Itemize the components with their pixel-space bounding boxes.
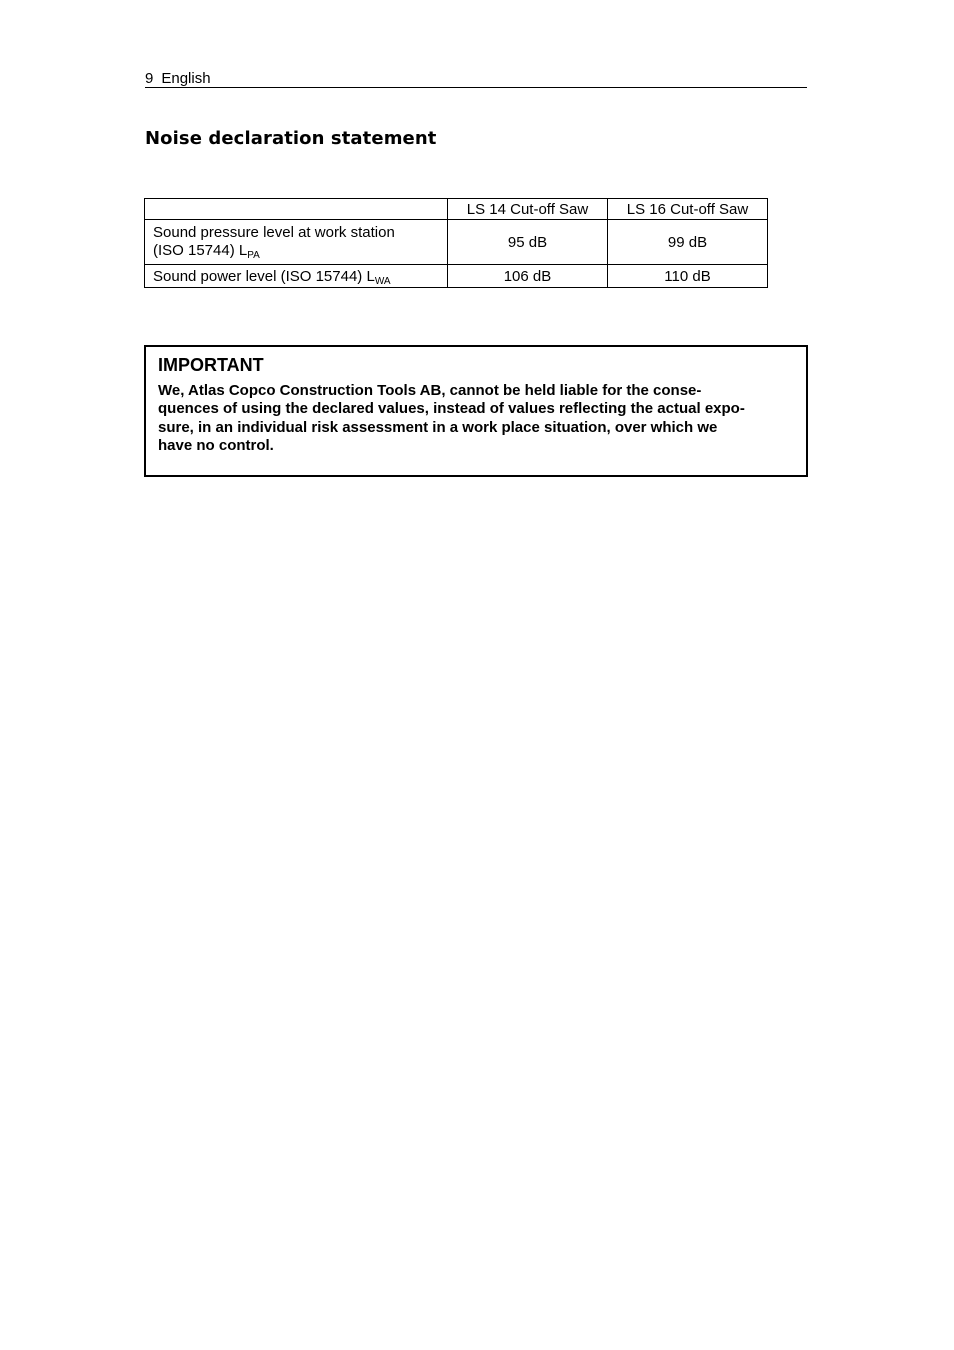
row-label-line2: [153, 242, 439, 260]
table-row: [145, 265, 768, 288]
row-label-text: Sound power level (ISO 15744) L: [153, 267, 375, 285]
table-cell-value: 95 dB: [448, 220, 608, 265]
row-label-line2-text: (ISO 15744) L: [153, 242, 248, 259]
table-row: [145, 220, 768, 265]
page-number: 9: [145, 70, 154, 87]
important-body: [158, 382, 794, 455]
section-title: Noise declaration statement: [145, 128, 437, 149]
table-cell-value: 110 dB: [608, 265, 768, 288]
table-row-label: [145, 220, 448, 265]
table-row-label: [145, 265, 448, 288]
row-label-subscript: WA: [374, 275, 391, 287]
important-line: We, Atlas Copco Construction Tools AB, cannot be held liable for the conse-: [158, 382, 702, 399]
important-heading: IMPORTANT: [158, 355, 264, 375]
important-notice-box: [144, 345, 808, 477]
noise-table: [144, 198, 768, 288]
important-line: have no control.: [158, 436, 274, 454]
important-line: sure, in an individual risk assessment in a work place situation, over which we: [158, 418, 718, 436]
page-header: [145, 70, 807, 88]
table-cell-value: 106 dB: [448, 265, 608, 288]
row-label-subscript: PA: [247, 250, 260, 261]
table-header-cell-ls14: LS 14 Cut-off Saw: [448, 199, 608, 220]
page-language: English: [161, 70, 211, 87]
row-label-line1: Sound pressure level at work station: [153, 224, 395, 241]
table-header-cell-ls16: LS 16 Cut-off Saw: [608, 199, 768, 220]
important-line: quences of using the declared values, instead of values reflecting the actual expo-: [158, 400, 745, 418]
table-header-cell-empty: [145, 199, 448, 220]
table-header-row: [145, 199, 768, 220]
table-cell-value: 99 dB: [608, 220, 768, 265]
